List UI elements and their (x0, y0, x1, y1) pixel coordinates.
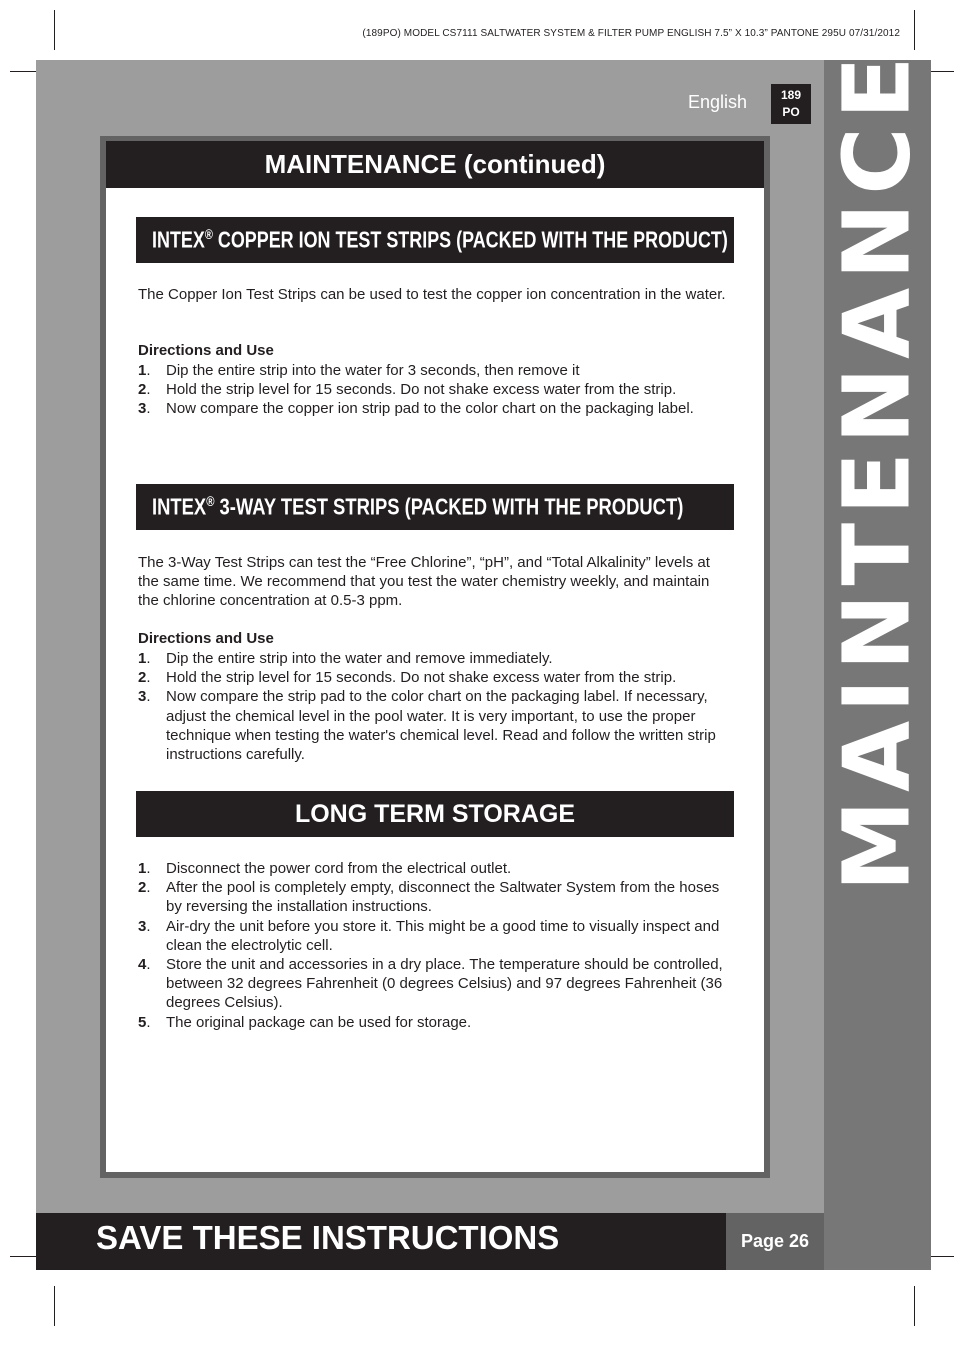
list-item-number-value: 2 (138, 381, 147, 399)
list-item-number: 3. (138, 917, 151, 935)
list-item-text: Disconnect the power cord from the electrical outlet. (166, 860, 512, 877)
heading-brand: INTEX (152, 226, 205, 253)
crop-mark (54, 10, 55, 50)
list-item-number-value: 3 (138, 917, 147, 935)
list-item (138, 668, 734, 687)
list-item (138, 380, 734, 399)
list-item-text: The original package can be used for storage. (166, 1013, 472, 1031)
list-item-text: Now compare the strip pad to the color chart on the packaging label. If necessary, adjust the chemical level in the pool water. It is very important, to use the proper technique when testing the water's chemical level. Read and follow the written strip instructions carefully. (166, 688, 716, 764)
list-item-text: Now compare the copper ion strip pad to the color chart on the packaging label. (166, 400, 694, 418)
threeway-directions-title: Directions and Use (138, 630, 274, 647)
list-item (138, 878, 734, 916)
list-item-number-value: 3 (138, 688, 147, 706)
language-code-badge (771, 84, 811, 124)
list-item-number-value: 1 (138, 860, 147, 877)
list-item-text: Hold the strip level for 15 seconds. Do not shake excess water from the strip. (166, 669, 677, 687)
list-item-number: 2. (138, 879, 151, 897)
threeway-intro: The 3-Way Test Strips can test the “Free Chlorine”, “pH”, and “Total Alkalinity” levels at the same time. We recommend that you test the water chemistry weekly, and maintain the chlorine concentration at 0.5-3 ppm. (138, 554, 710, 610)
copper-intro: The Copper Ion Test Strips can be used to test the copper ion concentration in the water. (138, 286, 726, 303)
copper-directions-title: Directions and Use (138, 342, 274, 359)
storage-section-heading: LONG TERM STORAGE (136, 791, 734, 837)
list-item (138, 917, 734, 955)
list-item (138, 955, 734, 1013)
page-title: MAINTENANCE (continued) (106, 141, 764, 188)
list-item-number: 2. (138, 381, 151, 399)
list-item (138, 1013, 734, 1032)
list-item-number: 5. (138, 1013, 151, 1031)
list-item-number-value: 5 (138, 1013, 147, 1031)
list-item (138, 687, 734, 764)
list-item-number-value: 4 (138, 956, 147, 974)
list-item-number: 1. (138, 650, 151, 667)
storage-steps-list (138, 859, 734, 1032)
list-item-number-value: 1 (138, 650, 147, 667)
threeway-section-heading (136, 484, 734, 530)
heading-text: COPPER ION TEST STRIPS (PACKED WITH THE PRODUCT) (212, 226, 728, 253)
list-item-number: 1. (138, 860, 151, 877)
list-item-text: Air-dry the unit before you store it. This might be a good time to visually inspect and clean the electrolytic cell. (166, 917, 720, 954)
heading-text: 3-WAY TEST STRIPS (PACKED WITH THE PRODUCT) (214, 493, 684, 520)
list-item-number: 1. (138, 362, 151, 379)
list-item-number: 4. (138, 956, 151, 974)
copper-steps-list (138, 361, 734, 419)
list-item-text: After the pool is completely empty, disconnect the Saltwater System from the hoses by reversing the installation instructions. (166, 879, 720, 916)
list-item-number-value: 2 (138, 669, 147, 687)
crop-mark (54, 1286, 55, 1326)
list-item-number-value: 3 (138, 400, 147, 418)
list-item-number: 2. (138, 669, 151, 687)
list-item-number: 3. (138, 400, 151, 418)
badge-line-2: PO (782, 105, 800, 119)
side-title: MAINTENANCE (823, 48, 931, 892)
list-item-text: Dip the entire strip into the water for 3 seconds, then remove it (166, 362, 580, 379)
heading-brand: INTEX (152, 493, 207, 520)
footer-title: SAVE THESE INSTRUCTIONS (96, 1219, 560, 1256)
list-item (138, 859, 734, 878)
crop-mark (914, 10, 915, 50)
print-spec-header: (189PO) MODEL CS7111 SALTWATER SYSTEM & FILTER PUMP ENGLISH 7.5” X 10.3” PANTONE 295U 07/31/2012 (362, 28, 900, 39)
crop-mark (914, 1286, 915, 1326)
list-item-number-value: 1 (138, 362, 147, 379)
list-item (138, 649, 734, 668)
footer-bar (36, 1213, 726, 1270)
language-label: English (688, 92, 748, 112)
list-item (138, 399, 734, 418)
list-item-text: Store the unit and accessories in a dry place. The temperature should be controlled, between 32 degrees Fahrenheit (0 degrees Celsius) and 97 degrees Fahrenheit (36 degrees Celsius). (166, 956, 723, 1012)
list-item (138, 361, 734, 380)
badge-line-1: 189 (780, 88, 802, 102)
list-item-number-value: 2 (138, 879, 147, 897)
list-item-number: 3. (138, 688, 151, 706)
list-item-text: Hold the strip level for 15 seconds. Do not shake excess water from the strip. (166, 381, 677, 399)
page-number: Page 26 (726, 1213, 824, 1270)
registered-mark: ® (206, 493, 215, 510)
threeway-steps-list (138, 649, 734, 764)
list-item-text: Dip the entire strip into the water and remove immediately. (166, 650, 553, 667)
copper-section-heading (136, 217, 734, 263)
registered-mark: ® (204, 226, 213, 243)
